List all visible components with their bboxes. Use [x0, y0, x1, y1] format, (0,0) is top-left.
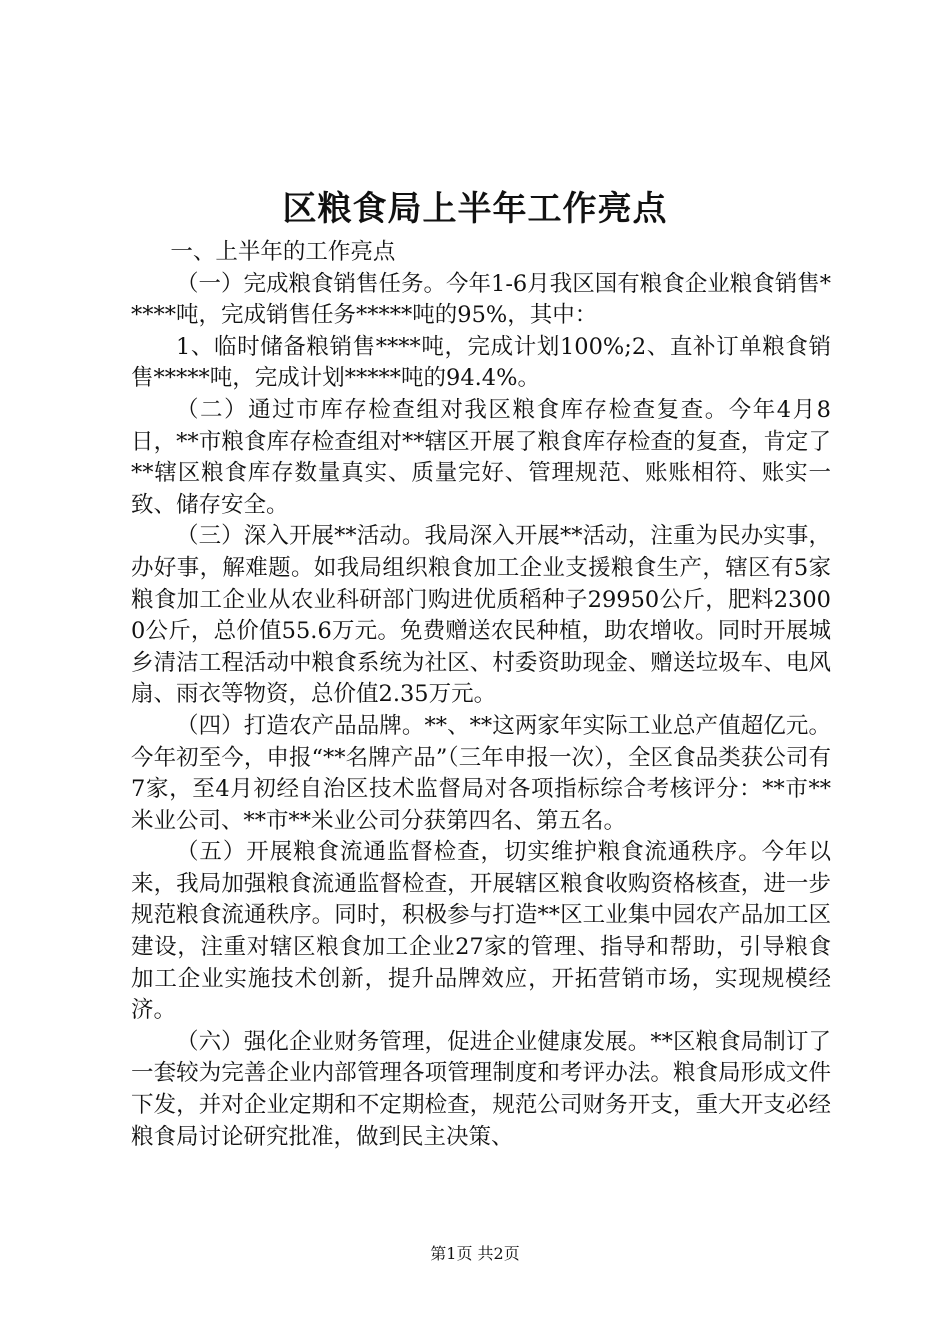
paragraph-sales-task: （一）完成粮食销售任务。今年1-6月我区国有粮食企业粮食销售*****吨，完成销售任务*****吨的95%，其中： — [131, 270, 831, 329]
paragraph-supervision: （五）开展粮食流通监督检查，切实维护粮食流通秩序。今年以来，我局加强粮食流通监督检查，开展辖区粮食收购资格核查，进一步规范粮食流通秩序。同时，积极参与打造**区工业集中园农产品加工区建设，注重对辖区粮食加工企业27家的管理、指导和帮助，引导粮食加工企业实施技术创新，提升品牌效应，开拓营销市场，实现规模经济。 — [131, 839, 831, 1024]
document-title: 区粮食局上半年工作亮点 — [282, 189, 668, 229]
document-body — [131, 237, 831, 1153]
paragraph-finance: （六）强化企业财务管理，促进企业健康发展。**区粮食局制订了一套较为完善企业内部管理各项管理制度和考评办法。粮食局形成文件下发，并对企业定期和不定期检查，规范公司财务开支，重大开支必经粮食局讨论研究批准，做到民主决策、 — [131, 1028, 831, 1150]
paragraph-activities: （三）深入开展**活动。我局深入开展**活动，注重为民办实事，办好事，解难题。如我局组织粮食加工企业支援粮食生产，辖区有5家粮食加工企业从农业科研部门购进优质稻种子29950公斤，肥料23000公斤，总价值55.6万元。免费赠送农民种植，助农增收。同时开展城乡清洁工程活动中粮食系统为社区、村委资助现金、赠送垃圾车、电风扇、雨衣等物资，总价值2.35万元。 — [131, 523, 831, 708]
paragraph-sales-details: 1、临时储备粮销售****吨，完成计划100%;2、直补订单粮食销售*****吨，完成计划*****吨的94.4%。 — [131, 333, 831, 392]
section-heading: 一、上半年的工作亮点 — [170, 239, 396, 265]
paragraph-inventory-check: （二）通过市库存检查组对我区粮食库存检查复查。今年4月8日，**市粮食库存检查组对**辖区开展了粮食库存检查的复查，肯定了**辖区粮食库存数量真实、质量完好、管理规范、账账相符、账实一致、储存安全。 — [131, 396, 831, 518]
paragraph-brand: （四）打造农产品品牌。**、**这两家年实际工业总产值超亿元。今年初至今，申报“**名牌产品”（三年申报一次），全区食品类获公司有7家，至4月初经自治区技术监督局对各项指标综合考核评分：**市**米业公司、**市**米业公司分获第四名、第五名。 — [131, 712, 831, 834]
page-footer: 第1页 共2页 — [430, 1244, 520, 1263]
